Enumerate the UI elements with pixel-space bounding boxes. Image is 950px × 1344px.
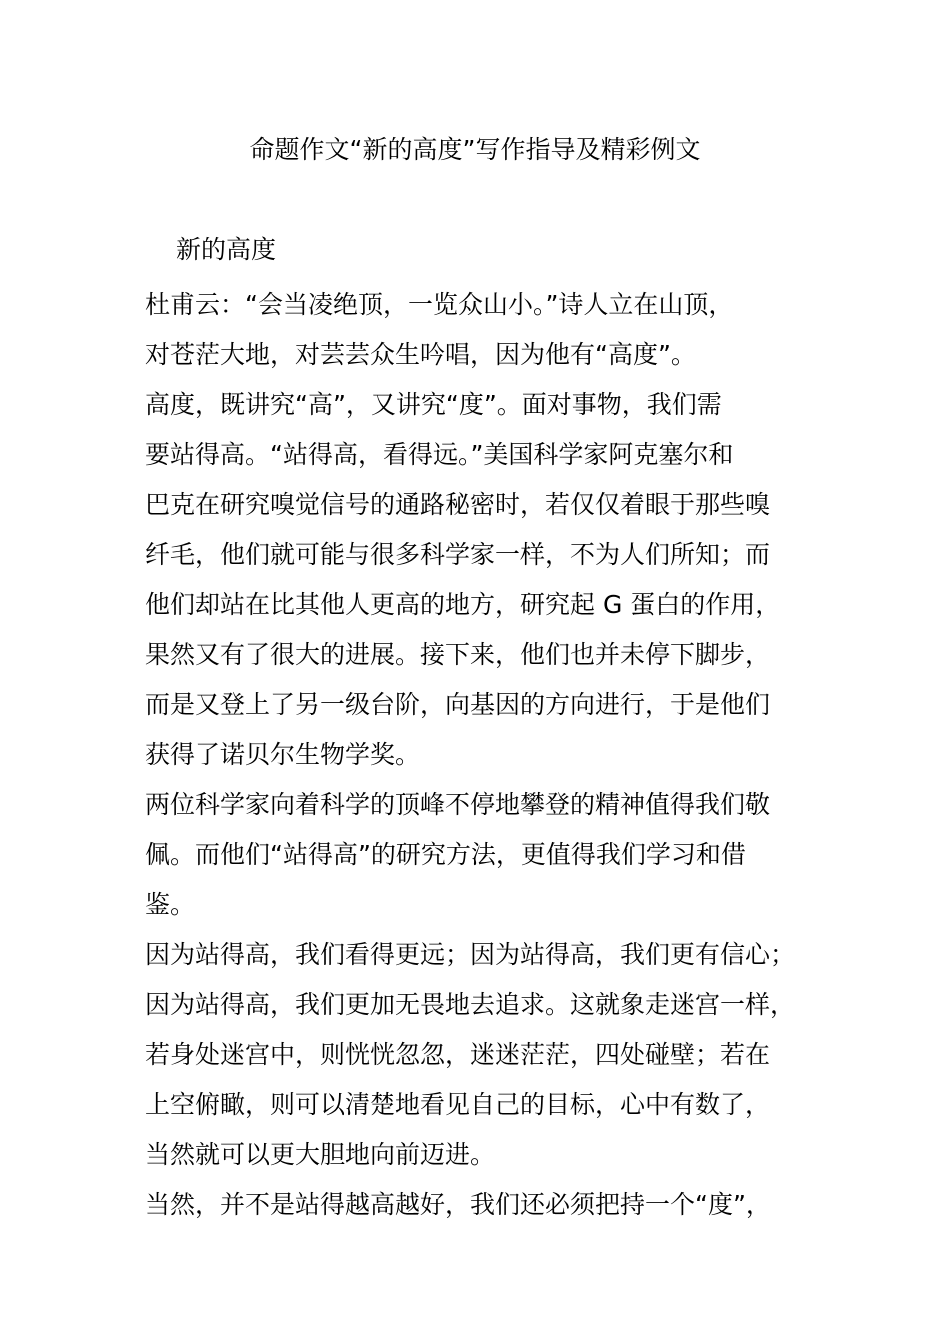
text-line: 对苍茫大地，对芸芸众生吟唱，因为他有“高度”。 <box>145 340 696 369</box>
text-line: 当然就可以更大胆地向前迈进。 <box>145 1140 496 1169</box>
text-line: 获得了诺贝尔生物学奖。 <box>145 740 421 769</box>
text-line: 因为站得高，我们更加无畏地去追求。这就象走迷宫一样， <box>145 990 796 1019</box>
text-line: 当然，并不是站得越高越好，我们还必须把持一个“度”， <box>145 1190 771 1219</box>
text-line: 而是又登上了另一级台阶，向基因的方向进行，于是他们 <box>145 690 771 719</box>
text-line: 高度，既讲究“高”，又讲究“度”。面对事物，我们需 <box>145 390 722 419</box>
text-line: 佩。而他们“站得高”的研究方法，更值得我们学习和借 <box>145 840 746 869</box>
text-line: 若身处迷宫中，则恍恍忽忽，迷迷茫茫，四处碰壁；若在 <box>145 1040 771 1069</box>
text-line: 鉴。 <box>145 890 196 919</box>
essay-body <box>145 280 825 1230</box>
essay-title: 新的高度 <box>176 235 277 264</box>
text-line: 两位科学家向着科学的顶峰不停地攀登的精神值得我们敬 <box>145 790 771 819</box>
text-line: 果然又有了很大的进展。接下来，他们也并未停下脚步， <box>145 640 771 669</box>
text-line: 巴克在研究嗅觉信号的通路秘密时，若仅仅着眼于那些嗅 <box>145 490 771 519</box>
text-line: 纤毛，他们就可能与很多科学家一样，不为人们所知；而 <box>145 540 771 569</box>
document-title: 命题作文“新的高度”写作指导及精彩例文 <box>249 135 701 164</box>
text-line: 杜甫云：“会当凌绝顶，一览众山小。”诗人立在山顶， <box>145 290 734 319</box>
text-line: 上空俯瞰，则可以清楚地看见自己的目标，心中有数了， <box>145 1090 771 1119</box>
text-line: 要站得高。“站得高，看得远。”美国科学家阿克塞尔和 <box>145 440 734 469</box>
text-line: 他们却站在比其他人更高的地方，研究起 G 蛋白的作用， <box>145 590 781 619</box>
text-line: 因为站得高，我们看得更远；因为站得高，我们更有信心； <box>145 940 796 969</box>
